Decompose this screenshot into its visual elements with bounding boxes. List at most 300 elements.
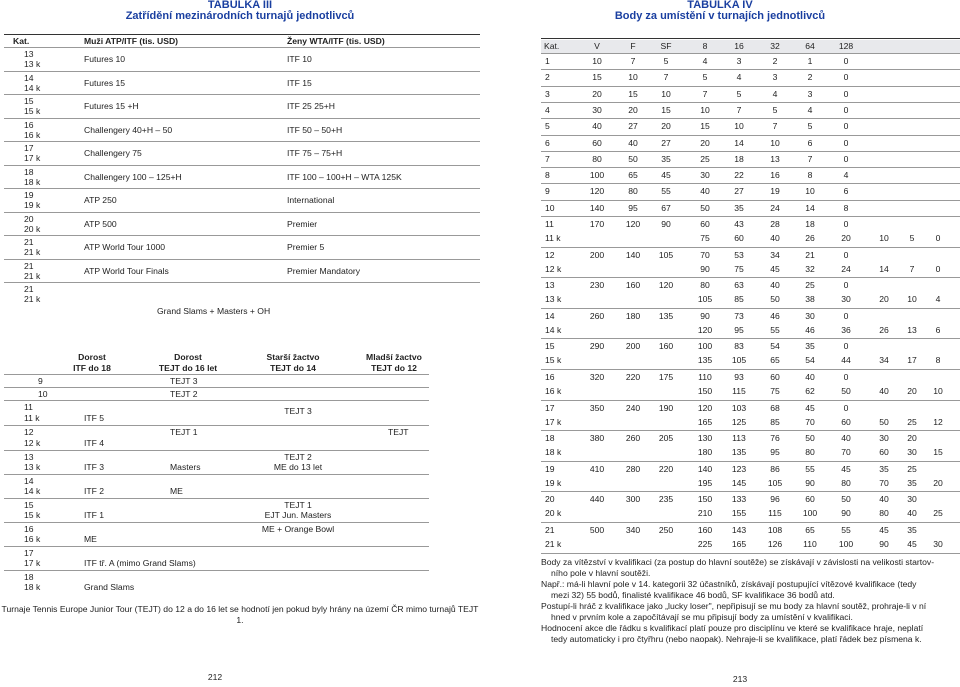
row-kat: 19 <box>24 190 34 200</box>
points-value-k: 62 <box>805 386 815 396</box>
points-value: 6 <box>807 137 813 148</box>
points-value-k: 14 <box>879 263 889 274</box>
row-kat-k: 13 k <box>24 59 41 69</box>
points-value-k: 150 <box>697 386 713 396</box>
points-value-k: 4 <box>935 294 941 305</box>
points-kat-k: 19 k <box>545 477 562 488</box>
row-rule <box>4 47 480 48</box>
points-value-k: 13 <box>907 324 917 335</box>
points-top-rule <box>541 38 960 39</box>
points-kat-k: 20 k <box>545 508 562 519</box>
points-value: 7 <box>807 153 813 164</box>
points-value: 65 <box>805 525 815 535</box>
row-men: Challengery 40+H – 50 <box>84 124 173 135</box>
points-row-rule <box>541 102 960 103</box>
points-value: 43 <box>734 219 744 229</box>
youth-itf: ITF 4 <box>84 438 105 448</box>
points-value: 40 <box>700 186 710 197</box>
points-value: 0 <box>843 280 849 291</box>
youth-header-l2: ITF do 18 <box>73 363 111 373</box>
points-value: 40 <box>628 137 638 148</box>
points-value: 7 <box>736 104 742 115</box>
row-kat: 15 <box>24 96 34 106</box>
points-value: 35 <box>734 202 744 213</box>
points-value: 67 <box>661 202 671 213</box>
points-value: 120 <box>625 219 641 229</box>
points-value: 0 <box>843 104 849 115</box>
points-value-k: 195 <box>697 477 713 488</box>
row-rule <box>4 282 480 283</box>
youth-row-kat-k: 11 k <box>24 413 40 423</box>
row-kat-k: 21 k <box>24 294 41 304</box>
points-value: 76 <box>770 433 780 444</box>
points-value-k: 20 <box>879 294 889 305</box>
points-value: 35 <box>661 153 671 164</box>
points-value-k: 126 <box>767 539 783 549</box>
row-kat: 14 <box>24 72 34 83</box>
row-kat: 21 <box>24 284 34 294</box>
points-value-k: 70 <box>805 416 815 427</box>
points-value: 120 <box>589 186 605 197</box>
points-value: 40 <box>805 372 815 382</box>
youth-header-l2: TEJT do 16 let <box>158 363 218 373</box>
row-women: ITF 25 25+H <box>287 101 336 111</box>
points-value: 190 <box>658 402 674 413</box>
youth-header-l1: Starší žactvo <box>266 352 320 362</box>
row-men: Challengery 75 <box>84 148 142 158</box>
points-value: 40 <box>841 433 851 444</box>
youth-itf: ITF 5 <box>84 413 105 423</box>
points-value: 15 <box>661 104 671 115</box>
table4-subtitle: Body za umístění v turnajích jednotlivců <box>614 10 826 22</box>
youth-header-l1: Dorost <box>78 352 106 362</box>
points-value-k: 6 <box>935 324 941 335</box>
points-value-k: 110 <box>803 539 817 549</box>
points-value-k: 0 <box>935 233 941 243</box>
youth-itf: ME <box>84 534 97 544</box>
points-kat-k: 17 k <box>545 416 562 427</box>
table3-subtitle: Zatřídění mezinárodních turnajů jednotlivců <box>125 10 355 22</box>
points-value-k: 80 <box>841 477 851 488</box>
points-value: 10 <box>661 88 671 99</box>
points-value: 90 <box>700 310 710 321</box>
points-value: 80 <box>628 186 638 197</box>
youth-row-kat: 9 <box>38 376 43 386</box>
youth-row-rule <box>4 498 429 499</box>
points-value-k: 10 <box>879 233 889 243</box>
points-value: 0 <box>843 153 849 164</box>
youth-row-kat: 13 <box>24 452 34 462</box>
points-value: 320 <box>589 372 605 382</box>
note-line: ního pole v hlavní soutěži. <box>551 568 651 578</box>
points-row-rule <box>541 369 960 370</box>
points-row-rule <box>541 183 960 184</box>
points-value: 18 <box>734 153 744 164</box>
points-value: 55 <box>805 463 815 474</box>
points-value: 0 <box>843 372 849 382</box>
points-value-k: 40 <box>879 386 889 396</box>
points-value: 230 <box>589 280 605 291</box>
youth-header-l2: TEJT do 14 <box>270 363 316 373</box>
points-kat: 2 <box>545 72 550 83</box>
row-rule <box>4 141 480 142</box>
points-kat-k: 15 k <box>545 355 562 366</box>
points-value: 54 <box>770 341 780 352</box>
note-line: hned v prvním kole a započítávají se mu připisují body za umístění v kvalifikaci. <box>551 612 853 622</box>
header-women: Ženy WTA/ITF (tis. USD) <box>287 36 385 46</box>
points-value: 90 <box>661 219 671 229</box>
points-value-k: 80 <box>879 508 889 519</box>
points-value-k: 75 <box>734 263 744 274</box>
points-value: 170 <box>589 219 605 229</box>
points-kat-k: 11 k <box>545 233 561 243</box>
points-value: 45 <box>661 170 671 181</box>
row-men: ATP 250 <box>84 195 117 205</box>
page-number-right: 213 <box>732 674 748 684</box>
points-value: 0 <box>843 219 849 229</box>
youth-tejt12: TEJT <box>388 427 409 437</box>
points-value: 500 <box>589 525 605 535</box>
row-rule <box>4 118 480 119</box>
points-value: 60 <box>805 494 815 505</box>
points-value: 0 <box>843 137 849 148</box>
points-value-k: 70 <box>879 477 889 488</box>
points-value: 46 <box>770 310 780 321</box>
points-kat: 19 <box>545 463 555 474</box>
points-value: 93 <box>734 372 744 382</box>
points-value: 180 <box>625 310 641 321</box>
row-rule <box>4 235 480 236</box>
points-value-k: 95 <box>770 447 780 458</box>
points-value-k: 165 <box>731 539 747 549</box>
points-value: 30 <box>700 170 710 181</box>
points-kat-k: 18 k <box>545 447 562 458</box>
youth-tejt14: TEJT 1 <box>284 500 312 510</box>
points-kat: 13 <box>545 280 555 291</box>
points-value-k: 15 <box>933 447 943 458</box>
points-value: 2 <box>772 56 778 66</box>
points-kat-k: 13 k <box>545 294 562 305</box>
points-row-rule <box>541 200 960 201</box>
points-row-rule <box>541 522 960 523</box>
youth-row-rule <box>4 522 429 523</box>
points-value: 25 <box>805 280 815 291</box>
row-men: Futures 10 <box>84 54 126 64</box>
row-kat: 20 <box>24 213 34 224</box>
points-value: 35 <box>805 341 815 352</box>
points-value-k: 0 <box>935 263 941 274</box>
points-value: 50 <box>805 433 815 444</box>
points-value: 50 <box>628 153 638 164</box>
youth-row-kat-k: 18 k <box>24 582 41 592</box>
points-value: 27 <box>628 121 638 132</box>
points-kat-k: 14 k <box>545 324 562 335</box>
youth-row-rule <box>4 374 429 375</box>
points-value: 4 <box>702 56 708 66</box>
points-value: 7 <box>663 72 669 83</box>
points-value: 220 <box>658 463 674 474</box>
points-value: 175 <box>658 372 674 382</box>
points-value-k: 30 <box>933 539 943 549</box>
youth-itf: ITF tř. A (mimo Grand Slams) <box>84 558 196 568</box>
points-value: 80 <box>592 153 602 164</box>
youth-itf: ITF 3 <box>84 462 105 472</box>
points-row-rule <box>541 53 960 54</box>
table4-number: TABULKA IV <box>687 0 753 11</box>
points-value: 45 <box>805 402 815 413</box>
youth-tejt14: ME + Orange Bowl <box>261 524 335 534</box>
points-value: 4 <box>807 104 813 115</box>
points-value: 8 <box>807 170 813 181</box>
points-kat: 5 <box>545 121 550 132</box>
points-value: 105 <box>658 249 674 260</box>
points-value: 200 <box>625 341 641 352</box>
points-value-k: 44 <box>841 355 851 366</box>
row-women: Premier <box>287 218 318 229</box>
points-row-rule <box>541 277 960 278</box>
points-value: 20 <box>700 137 710 148</box>
note-line: tedy automaticky i pro čtyřhru (nebo naopak). Nehraje-li se kvalifikace, platí řádek bez písmena k. <box>551 634 922 644</box>
youth-itf: ITF 2 <box>84 486 105 496</box>
points-value: 240 <box>625 402 641 413</box>
points-value-k: 90 <box>805 477 815 488</box>
points-value: 100 <box>697 341 713 352</box>
points-value-k: 46 <box>805 324 815 335</box>
youth-row-kat-k: 16 k <box>24 534 41 544</box>
points-value: 60 <box>700 219 710 229</box>
points-value: 280 <box>625 463 641 474</box>
points-value: 20 <box>661 121 671 132</box>
points-value-k: 38 <box>805 294 815 305</box>
points-value: 35 <box>907 525 917 535</box>
points-value: 16 <box>770 170 780 181</box>
points-value: 50 <box>841 494 851 505</box>
points-value: 5 <box>772 104 778 115</box>
points-value-k: 135 <box>697 355 713 366</box>
points-value: 10 <box>700 104 710 115</box>
row-rule <box>4 259 480 260</box>
points-kat: 15 <box>545 341 555 352</box>
points-value: 220 <box>625 372 641 382</box>
points-value: 130 <box>697 433 713 444</box>
points-header: 128 <box>838 41 854 51</box>
points-row-rule <box>541 461 960 462</box>
row-kat-k: 19 k <box>24 200 41 210</box>
row-kat: 21 <box>24 237 34 247</box>
points-value: 135 <box>658 310 674 321</box>
points-value: 60 <box>770 372 780 382</box>
points-value-k: 17 <box>907 355 917 366</box>
youth-row-kat: 16 <box>24 524 34 534</box>
points-kat: 11 <box>545 219 554 229</box>
points-value: 19 <box>770 186 780 197</box>
youth-row-rule <box>4 570 429 571</box>
points-kat: 1 <box>545 56 550 66</box>
points-value-k: 60 <box>734 233 744 243</box>
points-value-k: 20 <box>907 386 917 396</box>
points-value: 440 <box>589 494 605 505</box>
points-value: 103 <box>731 402 747 413</box>
points-value-k: 85 <box>734 294 744 305</box>
points-kat: 17 <box>545 402 555 413</box>
points-kat-k: 12 k <box>545 263 562 274</box>
youth-row-kat: 10 <box>38 389 48 399</box>
points-value: 5 <box>736 88 742 99</box>
points-value: 160 <box>697 525 713 535</box>
row-men: ATP 500 <box>84 218 117 229</box>
youth-tejt14-b: EJT Jun. Masters <box>264 510 332 520</box>
points-value: 34 <box>770 249 780 260</box>
points-value: 350 <box>589 402 605 413</box>
points-value: 5 <box>807 121 813 132</box>
points-value-k: 100 <box>802 508 818 519</box>
points-value: 133 <box>731 494 747 505</box>
points-value: 260 <box>625 433 641 444</box>
points-header: V <box>594 41 600 51</box>
row-kat: 16 <box>24 119 34 130</box>
row-kat-k: 17 k <box>24 153 41 163</box>
youth-tejt16: TEJT 2 <box>170 389 198 399</box>
points-value: 24 <box>770 202 780 213</box>
points-value: 15 <box>592 72 602 83</box>
youth-row-kat: 14 <box>24 476 34 486</box>
points-value: 13 <box>770 153 780 164</box>
points-value: 4 <box>843 170 849 181</box>
youth-header-l1: Dorost <box>174 352 202 362</box>
points-value: 235 <box>658 494 674 505</box>
points-value: 95 <box>628 202 638 213</box>
points-value: 108 <box>767 525 783 535</box>
youth-footnote: Turnaje Tennis Europe Junior Tour (TEJT) do 12 a do 16 let se hodnotí jen pokud byly hrány na území ČR mimo turnajů TEJT 1. <box>1 604 479 625</box>
row-rule <box>4 165 480 166</box>
points-value: 260 <box>589 310 605 321</box>
points-value-k: 26 <box>879 324 889 335</box>
points-kat-k: 16 k <box>545 386 562 396</box>
points-value: 205 <box>658 433 674 444</box>
points-value: 28 <box>770 219 780 229</box>
points-row-rule <box>541 216 960 217</box>
points-value: 0 <box>843 402 849 413</box>
points-value-k: 35 <box>907 477 917 488</box>
points-value-k: 165 <box>697 416 713 427</box>
points-value: 40 <box>592 121 602 132</box>
youth-tejt16: Masters <box>170 462 201 472</box>
row-women: Premier Mandatory <box>287 265 361 276</box>
points-value: 10 <box>628 72 638 83</box>
points-value: 20 <box>907 433 917 444</box>
points-value-k: 40 <box>907 508 917 519</box>
points-value-k: 90 <box>841 508 851 519</box>
points-value: 21 <box>805 249 815 260</box>
points-value: 25 <box>700 153 710 164</box>
points-value: 5 <box>663 56 669 66</box>
points-row-rule <box>541 69 960 70</box>
points-row-rule <box>541 338 960 339</box>
points-value-k: 115 <box>732 386 746 396</box>
row-kat-k: 21 k <box>24 247 41 257</box>
points-value: 40 <box>770 280 780 291</box>
row-women: International <box>287 195 335 205</box>
points-value-k: 7 <box>909 263 915 274</box>
points-kat: 16 <box>545 372 555 382</box>
points-value: 10 <box>805 186 815 197</box>
points-value: 22 <box>734 170 744 181</box>
points-header: SF <box>660 41 672 51</box>
points-value-k: 30 <box>841 294 851 305</box>
youth-row-rule <box>4 400 429 401</box>
points-value-k: 115 <box>768 508 782 519</box>
youth-tejt16: TEJT 1 <box>170 427 198 437</box>
note-line: Body za vítězství v kvalifikaci (za postup do hlavní soutěže) se získávají v závislosti na velikosti startov- <box>541 557 935 567</box>
points-value-k: 32 <box>805 263 815 274</box>
points-value-k: 70 <box>841 447 851 458</box>
points-header: 32 <box>770 41 780 51</box>
youth-row-rule <box>4 474 429 475</box>
points-value: 15 <box>700 121 710 132</box>
points-header: Kat. <box>544 41 560 51</box>
points-value: 30 <box>805 310 815 321</box>
points-value: 30 <box>879 433 889 444</box>
points-value: 18 <box>805 219 815 229</box>
points-kat: 6 <box>545 137 550 148</box>
points-value: 68 <box>770 402 780 413</box>
points-value: 3 <box>736 56 742 66</box>
points-value-k: 50 <box>770 294 780 305</box>
points-value: 0 <box>843 88 849 99</box>
row-men: ATP World Tour Finals <box>84 265 169 276</box>
row-kat-k: 18 k <box>24 176 41 187</box>
points-value: 3 <box>807 88 813 99</box>
points-value-k: 210 <box>697 508 713 519</box>
points-value-k: 10 <box>933 386 943 396</box>
points-kat-k: 21 k <box>545 539 562 549</box>
points-header: 8 <box>702 41 708 51</box>
points-value-k: 85 <box>770 416 780 427</box>
points-value: 143 <box>731 525 747 535</box>
youth-tejt16: ME <box>170 486 183 496</box>
row-kat-k: 14 k <box>24 82 41 93</box>
row-men: Challengery 100 – 125+H <box>84 171 182 182</box>
points-value-k: 20 <box>841 233 851 243</box>
points-value: 30 <box>907 494 917 505</box>
points-value: 3 <box>772 72 778 83</box>
points-value: 65 <box>628 170 638 181</box>
points-value-k: 180 <box>697 447 713 458</box>
points-value: 4 <box>736 72 742 83</box>
points-value: 5 <box>702 72 708 83</box>
row-span: Grand Slams + Masters + OH <box>157 306 271 316</box>
points-value: 150 <box>697 494 713 505</box>
points-value: 410 <box>589 463 605 474</box>
row-women: ITF 10 <box>287 54 312 64</box>
row-rule <box>4 188 480 189</box>
points-value: 200 <box>589 249 605 260</box>
points-kat: 9 <box>545 186 550 197</box>
row-kat: 21 <box>24 260 34 271</box>
points-kat: 3 <box>545 88 550 99</box>
points-value: 63 <box>734 280 744 291</box>
table3-title <box>0 0 480 22</box>
header-kat: Kat. <box>13 36 30 46</box>
points-value: 2 <box>807 72 813 83</box>
points-kat: 21 <box>545 525 555 535</box>
points-value: 55 <box>661 186 671 197</box>
points-value: 0 <box>843 341 849 352</box>
points-value: 7 <box>630 56 636 66</box>
points-value: 40 <box>879 494 889 505</box>
note-line: Hodnocení akce dle řádku s kvalifikací platí pouze pro disciplínu ve které se kvalifikace hraje, neplatí <box>541 623 924 633</box>
points-value: 15 <box>628 88 638 99</box>
